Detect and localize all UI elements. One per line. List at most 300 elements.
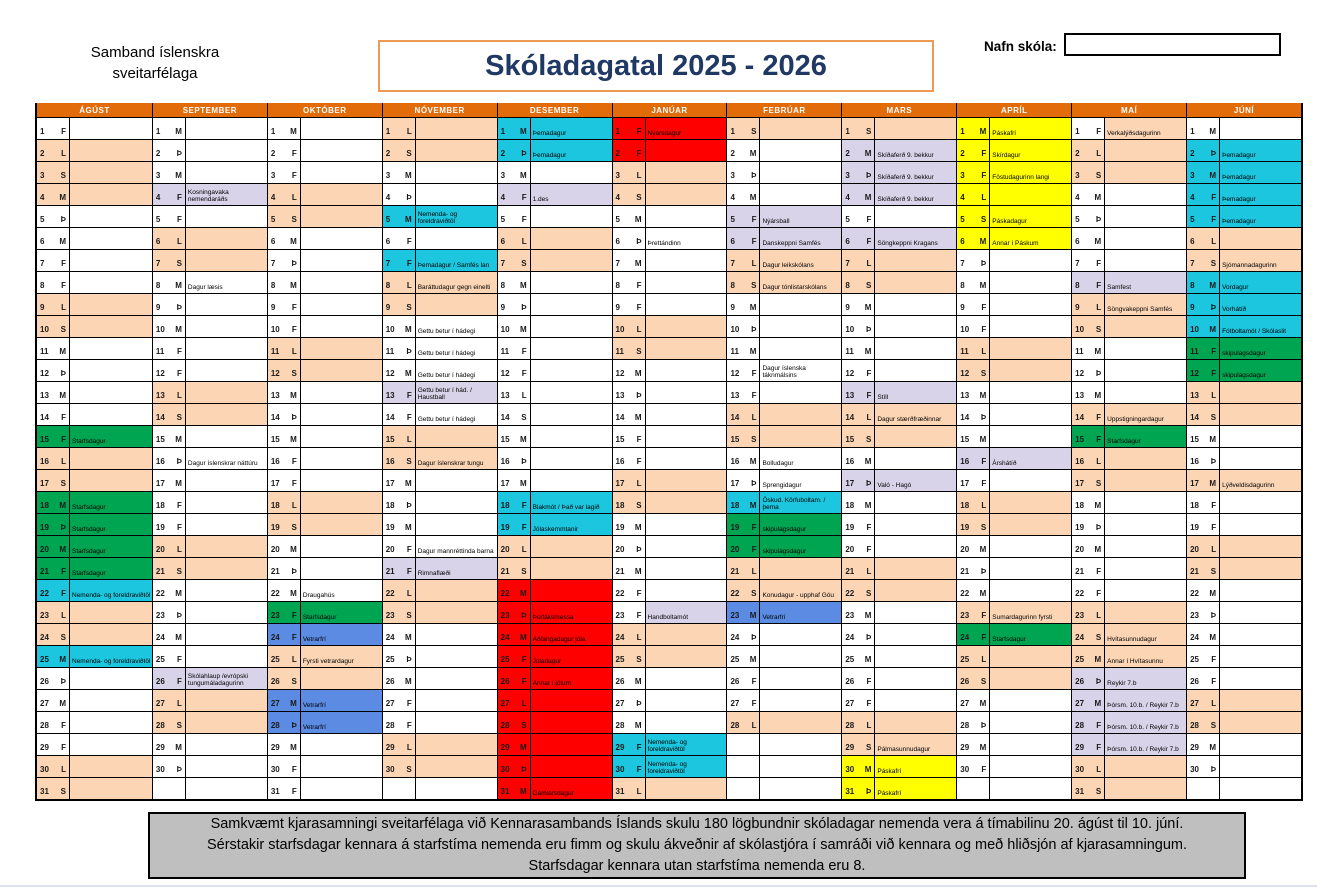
day-label-cell[interactable] [186,162,267,183]
day-label-cell[interactable] [1220,558,1301,579]
day-number-cell[interactable] [153,690,186,711]
day-label-cell[interactable] [70,756,152,777]
day-number-cell[interactable] [1187,426,1220,447]
day-label-cell[interactable] [1220,382,1301,403]
day-number-cell[interactable] [37,470,70,491]
day-number-cell[interactable] [153,668,186,689]
day-label-cell[interactable] [531,756,612,777]
day-number-cell[interactable] [37,140,70,161]
day-number-cell[interactable] [842,470,875,491]
day-label-cell[interactable] [646,338,727,359]
day-label-cell[interactable] [416,360,497,381]
day-label-cell[interactable] [416,734,497,755]
day-number-cell[interactable] [1187,118,1220,139]
day-label-cell[interactable] [875,536,956,557]
day-number-cell[interactable] [153,162,186,183]
day-label-cell[interactable] [990,118,1071,139]
day-number-cell[interactable] [613,272,646,293]
day-number-cell[interactable] [383,382,416,403]
day-number-cell[interactable] [268,580,301,601]
day-label-cell[interactable] [875,162,956,183]
day-number-cell[interactable] [498,470,531,491]
day-label-cell[interactable] [70,514,152,535]
day-number-cell[interactable] [153,624,186,645]
day-label-cell[interactable] [531,228,612,249]
day-number-cell[interactable] [383,228,416,249]
day-number-cell[interactable] [842,118,875,139]
day-label-cell[interactable] [1220,426,1301,447]
day-label-cell[interactable] [186,646,267,667]
day-label-cell[interactable] [301,404,382,425]
day-label-cell[interactable] [875,734,956,755]
day-number-cell[interactable] [1187,756,1220,777]
day-number-cell[interactable] [153,756,186,777]
school-name-input[interactable] [1064,33,1281,56]
day-label-cell[interactable] [70,624,152,645]
day-label-cell[interactable] [186,536,267,557]
day-number-cell[interactable] [268,646,301,667]
day-number-cell[interactable] [268,250,301,271]
day-number-cell[interactable] [268,690,301,711]
day-label-cell[interactable] [531,184,612,205]
day-number-cell[interactable] [37,558,70,579]
day-label-cell[interactable] [646,624,727,645]
day-label-cell[interactable] [1105,756,1186,777]
day-label-cell[interactable] [531,778,612,799]
day-label-cell[interactable] [186,602,267,623]
day-label-cell[interactable] [760,206,841,227]
day-label-cell[interactable] [1105,360,1186,381]
day-number-cell[interactable] [153,536,186,557]
day-number-cell[interactable] [153,118,186,139]
day-number-cell[interactable] [1072,580,1105,601]
day-number-cell[interactable] [383,140,416,161]
day-label-cell[interactable] [646,558,727,579]
day-label-cell[interactable] [646,690,727,711]
day-number-cell[interactable] [842,756,875,777]
day-number-cell[interactable] [37,536,70,557]
day-number-cell[interactable] [1072,646,1105,667]
day-number-cell[interactable] [1187,712,1220,733]
day-label-cell[interactable] [186,294,267,315]
day-label-cell[interactable] [760,338,841,359]
day-number-cell[interactable] [842,228,875,249]
day-number-cell[interactable] [498,492,531,513]
day-number-cell[interactable] [842,338,875,359]
day-label-cell[interactable] [1220,250,1301,271]
day-number-cell[interactable] [153,734,186,755]
day-number-cell[interactable] [1187,360,1220,381]
day-label-cell[interactable] [760,756,841,777]
day-number-cell[interactable] [727,250,760,271]
day-label-cell[interactable] [875,668,956,689]
day-label-cell[interactable] [760,668,841,689]
day-number-cell[interactable] [1072,184,1105,205]
day-number-cell[interactable] [383,536,416,557]
day-number-cell[interactable] [37,514,70,535]
day-number-cell[interactable] [268,140,301,161]
day-number-cell[interactable] [613,558,646,579]
day-number-cell[interactable] [1072,536,1105,557]
day-label-cell[interactable] [1105,492,1186,513]
day-label-cell[interactable] [990,668,1071,689]
day-number-cell[interactable] [842,558,875,579]
day-number-cell[interactable] [153,184,186,205]
day-number-cell[interactable] [498,360,531,381]
day-number-cell[interactable] [268,668,301,689]
day-label-cell[interactable] [531,404,612,425]
day-number-cell[interactable] [957,250,990,271]
day-label-cell[interactable] [186,184,267,205]
day-number-cell[interactable] [727,470,760,491]
day-number-cell[interactable] [613,580,646,601]
day-number-cell[interactable] [957,382,990,403]
day-number-cell[interactable] [727,536,760,557]
day-number-cell[interactable] [153,492,186,513]
day-label-cell[interactable] [531,206,612,227]
day-label-cell[interactable] [760,404,841,425]
day-label-cell[interactable] [70,206,152,227]
day-label-cell[interactable] [531,646,612,667]
day-label-cell[interactable] [760,624,841,645]
day-label-cell[interactable] [186,404,267,425]
day-number-cell[interactable] [1072,712,1105,733]
day-number-cell[interactable] [383,778,416,799]
day-number-cell[interactable] [957,294,990,315]
day-label-cell[interactable] [1220,162,1301,183]
day-label-cell[interactable] [1105,514,1186,535]
day-label-cell[interactable] [990,646,1071,667]
day-number-cell[interactable] [1072,778,1105,799]
day-number-cell[interactable] [153,360,186,381]
day-label-cell[interactable] [1220,668,1301,689]
day-label-cell[interactable] [531,338,612,359]
day-label-cell[interactable] [531,668,612,689]
day-number-cell[interactable] [842,294,875,315]
day-label-cell[interactable] [416,668,497,689]
day-label-cell[interactable] [186,756,267,777]
day-label-cell[interactable] [70,690,152,711]
day-label-cell[interactable] [70,294,152,315]
day-label-cell[interactable] [990,338,1071,359]
day-number-cell[interactable] [727,734,760,755]
day-number-cell[interactable] [268,734,301,755]
day-label-cell[interactable] [990,580,1071,601]
day-number-cell[interactable] [268,778,301,799]
day-label-cell[interactable] [70,778,152,799]
day-number-cell[interactable] [37,778,70,799]
day-label-cell[interactable] [416,470,497,491]
day-number-cell[interactable] [1072,316,1105,337]
day-number-cell[interactable] [1187,316,1220,337]
day-label-cell[interactable] [875,360,956,381]
day-label-cell[interactable] [1220,206,1301,227]
day-number-cell[interactable] [613,294,646,315]
day-number-cell[interactable] [153,646,186,667]
day-number-cell[interactable] [383,580,416,601]
day-number-cell[interactable] [1072,514,1105,535]
day-label-cell[interactable] [301,602,382,623]
day-number-cell[interactable] [842,646,875,667]
day-label-cell[interactable] [646,294,727,315]
day-number-cell[interactable] [957,272,990,293]
day-number-cell[interactable] [727,338,760,359]
day-number-cell[interactable] [727,272,760,293]
day-number-cell[interactable] [37,624,70,645]
day-label-cell[interactable] [875,712,956,733]
day-label-cell[interactable] [760,272,841,293]
day-number-cell[interactable] [153,294,186,315]
day-label-cell[interactable] [186,580,267,601]
day-number-cell[interactable] [268,338,301,359]
day-number-cell[interactable] [613,668,646,689]
day-label-cell[interactable] [646,580,727,601]
day-number-cell[interactable] [37,360,70,381]
day-label-cell[interactable] [416,184,497,205]
day-number-cell[interactable] [727,492,760,513]
day-label-cell[interactable] [1105,294,1186,315]
day-number-cell[interactable] [1187,492,1220,513]
day-label-cell[interactable] [531,140,612,161]
day-label-cell[interactable] [646,228,727,249]
day-label-cell[interactable] [1220,316,1301,337]
day-label-cell[interactable] [760,778,841,799]
day-label-cell[interactable] [301,492,382,513]
day-number-cell[interactable] [37,426,70,447]
day-number-cell[interactable] [268,426,301,447]
day-label-cell[interactable] [301,360,382,381]
day-label-cell[interactable] [186,690,267,711]
day-number-cell[interactable] [842,184,875,205]
day-label-cell[interactable] [186,316,267,337]
day-number-cell[interactable] [957,184,990,205]
day-label-cell[interactable] [990,558,1071,579]
day-number-cell[interactable] [1187,624,1220,645]
day-label-cell[interactable] [646,514,727,535]
day-number-cell[interactable] [153,712,186,733]
day-number-cell[interactable] [268,206,301,227]
day-label-cell[interactable] [186,140,267,161]
day-label-cell[interactable] [990,602,1071,623]
day-label-cell[interactable] [301,426,382,447]
day-number-cell[interactable] [842,382,875,403]
day-number-cell[interactable] [383,668,416,689]
day-label-cell[interactable] [1105,668,1186,689]
day-number-cell[interactable] [498,250,531,271]
day-label-cell[interactable] [301,646,382,667]
day-number-cell[interactable] [1072,448,1105,469]
day-number-cell[interactable] [842,140,875,161]
day-number-cell[interactable] [37,272,70,293]
day-number-cell[interactable] [153,558,186,579]
day-label-cell[interactable] [1105,272,1186,293]
day-label-cell[interactable] [1105,228,1186,249]
day-label-cell[interactable] [760,382,841,403]
day-label-cell[interactable] [70,162,152,183]
day-label-cell[interactable] [301,206,382,227]
day-number-cell[interactable] [1072,118,1105,139]
day-number-cell[interactable] [268,536,301,557]
day-number-cell[interactable] [1187,580,1220,601]
day-label-cell[interactable] [416,162,497,183]
day-label-cell[interactable] [875,602,956,623]
day-number-cell[interactable] [37,382,70,403]
day-label-cell[interactable] [416,514,497,535]
day-number-cell[interactable] [1187,250,1220,271]
day-number-cell[interactable] [727,602,760,623]
day-label-cell[interactable] [70,536,152,557]
day-label-cell[interactable] [875,404,956,425]
day-number-cell[interactable] [37,602,70,623]
day-number-cell[interactable] [957,316,990,337]
day-number-cell[interactable] [842,250,875,271]
day-label-cell[interactable] [875,206,956,227]
day-number-cell[interactable] [268,360,301,381]
day-number-cell[interactable] [957,140,990,161]
day-number-cell[interactable] [37,206,70,227]
day-number-cell[interactable] [153,448,186,469]
day-label-cell[interactable] [875,250,956,271]
day-label-cell[interactable] [416,426,497,447]
day-label-cell[interactable] [1105,536,1186,557]
day-number-cell[interactable] [37,712,70,733]
day-label-cell[interactable] [70,118,152,139]
day-label-cell[interactable] [646,536,727,557]
day-number-cell[interactable] [268,316,301,337]
day-label-cell[interactable] [531,558,612,579]
day-label-cell[interactable] [990,272,1071,293]
day-label-cell[interactable] [531,602,612,623]
day-label-cell[interactable] [531,250,612,271]
day-number-cell[interactable] [957,426,990,447]
day-label-cell[interactable] [301,184,382,205]
day-label-cell[interactable] [70,492,152,513]
day-label-cell[interactable] [301,316,382,337]
day-number-cell[interactable] [727,294,760,315]
day-label-cell[interactable] [70,338,152,359]
day-number-cell[interactable] [383,250,416,271]
day-number-cell[interactable] [613,360,646,381]
day-number-cell[interactable] [1072,470,1105,491]
day-number-cell[interactable] [1072,690,1105,711]
day-label-cell[interactable] [531,536,612,557]
day-label-cell[interactable] [531,734,612,755]
day-number-cell[interactable] [383,734,416,755]
day-label-cell[interactable] [1105,338,1186,359]
day-label-cell[interactable] [416,316,497,337]
day-number-cell[interactable] [383,602,416,623]
day-number-cell[interactable] [613,690,646,711]
day-label-cell[interactable] [875,470,956,491]
day-number-cell[interactable] [842,536,875,557]
day-number-cell[interactable] [383,206,416,227]
day-label-cell[interactable] [1105,624,1186,645]
day-number-cell[interactable] [957,558,990,579]
day-label-cell[interactable] [1105,690,1186,711]
day-number-cell[interactable] [383,426,416,447]
day-number-cell[interactable] [1072,228,1105,249]
day-number-cell[interactable] [37,690,70,711]
day-label-cell[interactable] [1105,448,1186,469]
day-label-cell[interactable] [531,118,612,139]
day-number-cell[interactable] [1187,536,1220,557]
day-label-cell[interactable] [646,162,727,183]
day-label-cell[interactable] [301,250,382,271]
day-number-cell[interactable] [383,624,416,645]
day-number-cell[interactable] [1072,668,1105,689]
day-label-cell[interactable] [416,602,497,623]
day-label-cell[interactable] [875,382,956,403]
day-label-cell[interactable] [646,382,727,403]
day-number-cell[interactable] [1187,558,1220,579]
day-number-cell[interactable] [1187,602,1220,623]
day-label-cell[interactable] [416,492,497,513]
day-number-cell[interactable] [1187,646,1220,667]
day-label-cell[interactable] [301,140,382,161]
day-number-cell[interactable] [842,602,875,623]
day-number-cell[interactable] [613,624,646,645]
day-number-cell[interactable] [1187,668,1220,689]
day-label-cell[interactable] [760,492,841,513]
day-number-cell[interactable] [727,624,760,645]
day-number-cell[interactable] [613,404,646,425]
day-label-cell[interactable] [646,492,727,513]
day-label-cell[interactable] [990,206,1071,227]
day-number-cell[interactable] [727,426,760,447]
day-label-cell[interactable] [186,360,267,381]
day-number-cell[interactable] [1187,206,1220,227]
day-number-cell[interactable] [153,206,186,227]
day-label-cell[interactable] [531,514,612,535]
day-label-cell[interactable] [1105,778,1186,799]
day-label-cell[interactable] [990,690,1071,711]
day-label-cell[interactable] [70,140,152,161]
day-number-cell[interactable] [1187,448,1220,469]
day-number-cell[interactable] [37,756,70,777]
day-number-cell[interactable] [613,536,646,557]
day-label-cell[interactable] [186,470,267,491]
day-number-cell[interactable] [613,250,646,271]
day-label-cell[interactable] [531,272,612,293]
day-number-cell[interactable] [957,404,990,425]
day-number-cell[interactable] [268,448,301,469]
day-label-cell[interactable] [646,360,727,381]
day-number-cell[interactable] [498,162,531,183]
day-label-cell[interactable] [70,602,152,623]
day-label-cell[interactable] [301,382,382,403]
day-number-cell[interactable] [383,514,416,535]
day-label-cell[interactable] [760,734,841,755]
day-label-cell[interactable] [990,184,1071,205]
day-number-cell[interactable] [1072,492,1105,513]
day-label-cell[interactable] [70,316,152,337]
day-number-cell[interactable] [727,756,760,777]
day-label-cell[interactable] [531,624,612,645]
day-number-cell[interactable] [498,690,531,711]
day-label-cell[interactable] [990,448,1071,469]
day-label-cell[interactable] [1105,206,1186,227]
day-label-cell[interactable] [301,756,382,777]
day-label-cell[interactable] [531,162,612,183]
day-number-cell[interactable] [498,602,531,623]
day-number-cell[interactable] [1072,734,1105,755]
day-label-cell[interactable] [416,756,497,777]
day-number-cell[interactable] [153,382,186,403]
day-label-cell[interactable] [646,668,727,689]
day-label-cell[interactable] [760,228,841,249]
day-label-cell[interactable] [990,756,1071,777]
day-label-cell[interactable] [301,338,382,359]
